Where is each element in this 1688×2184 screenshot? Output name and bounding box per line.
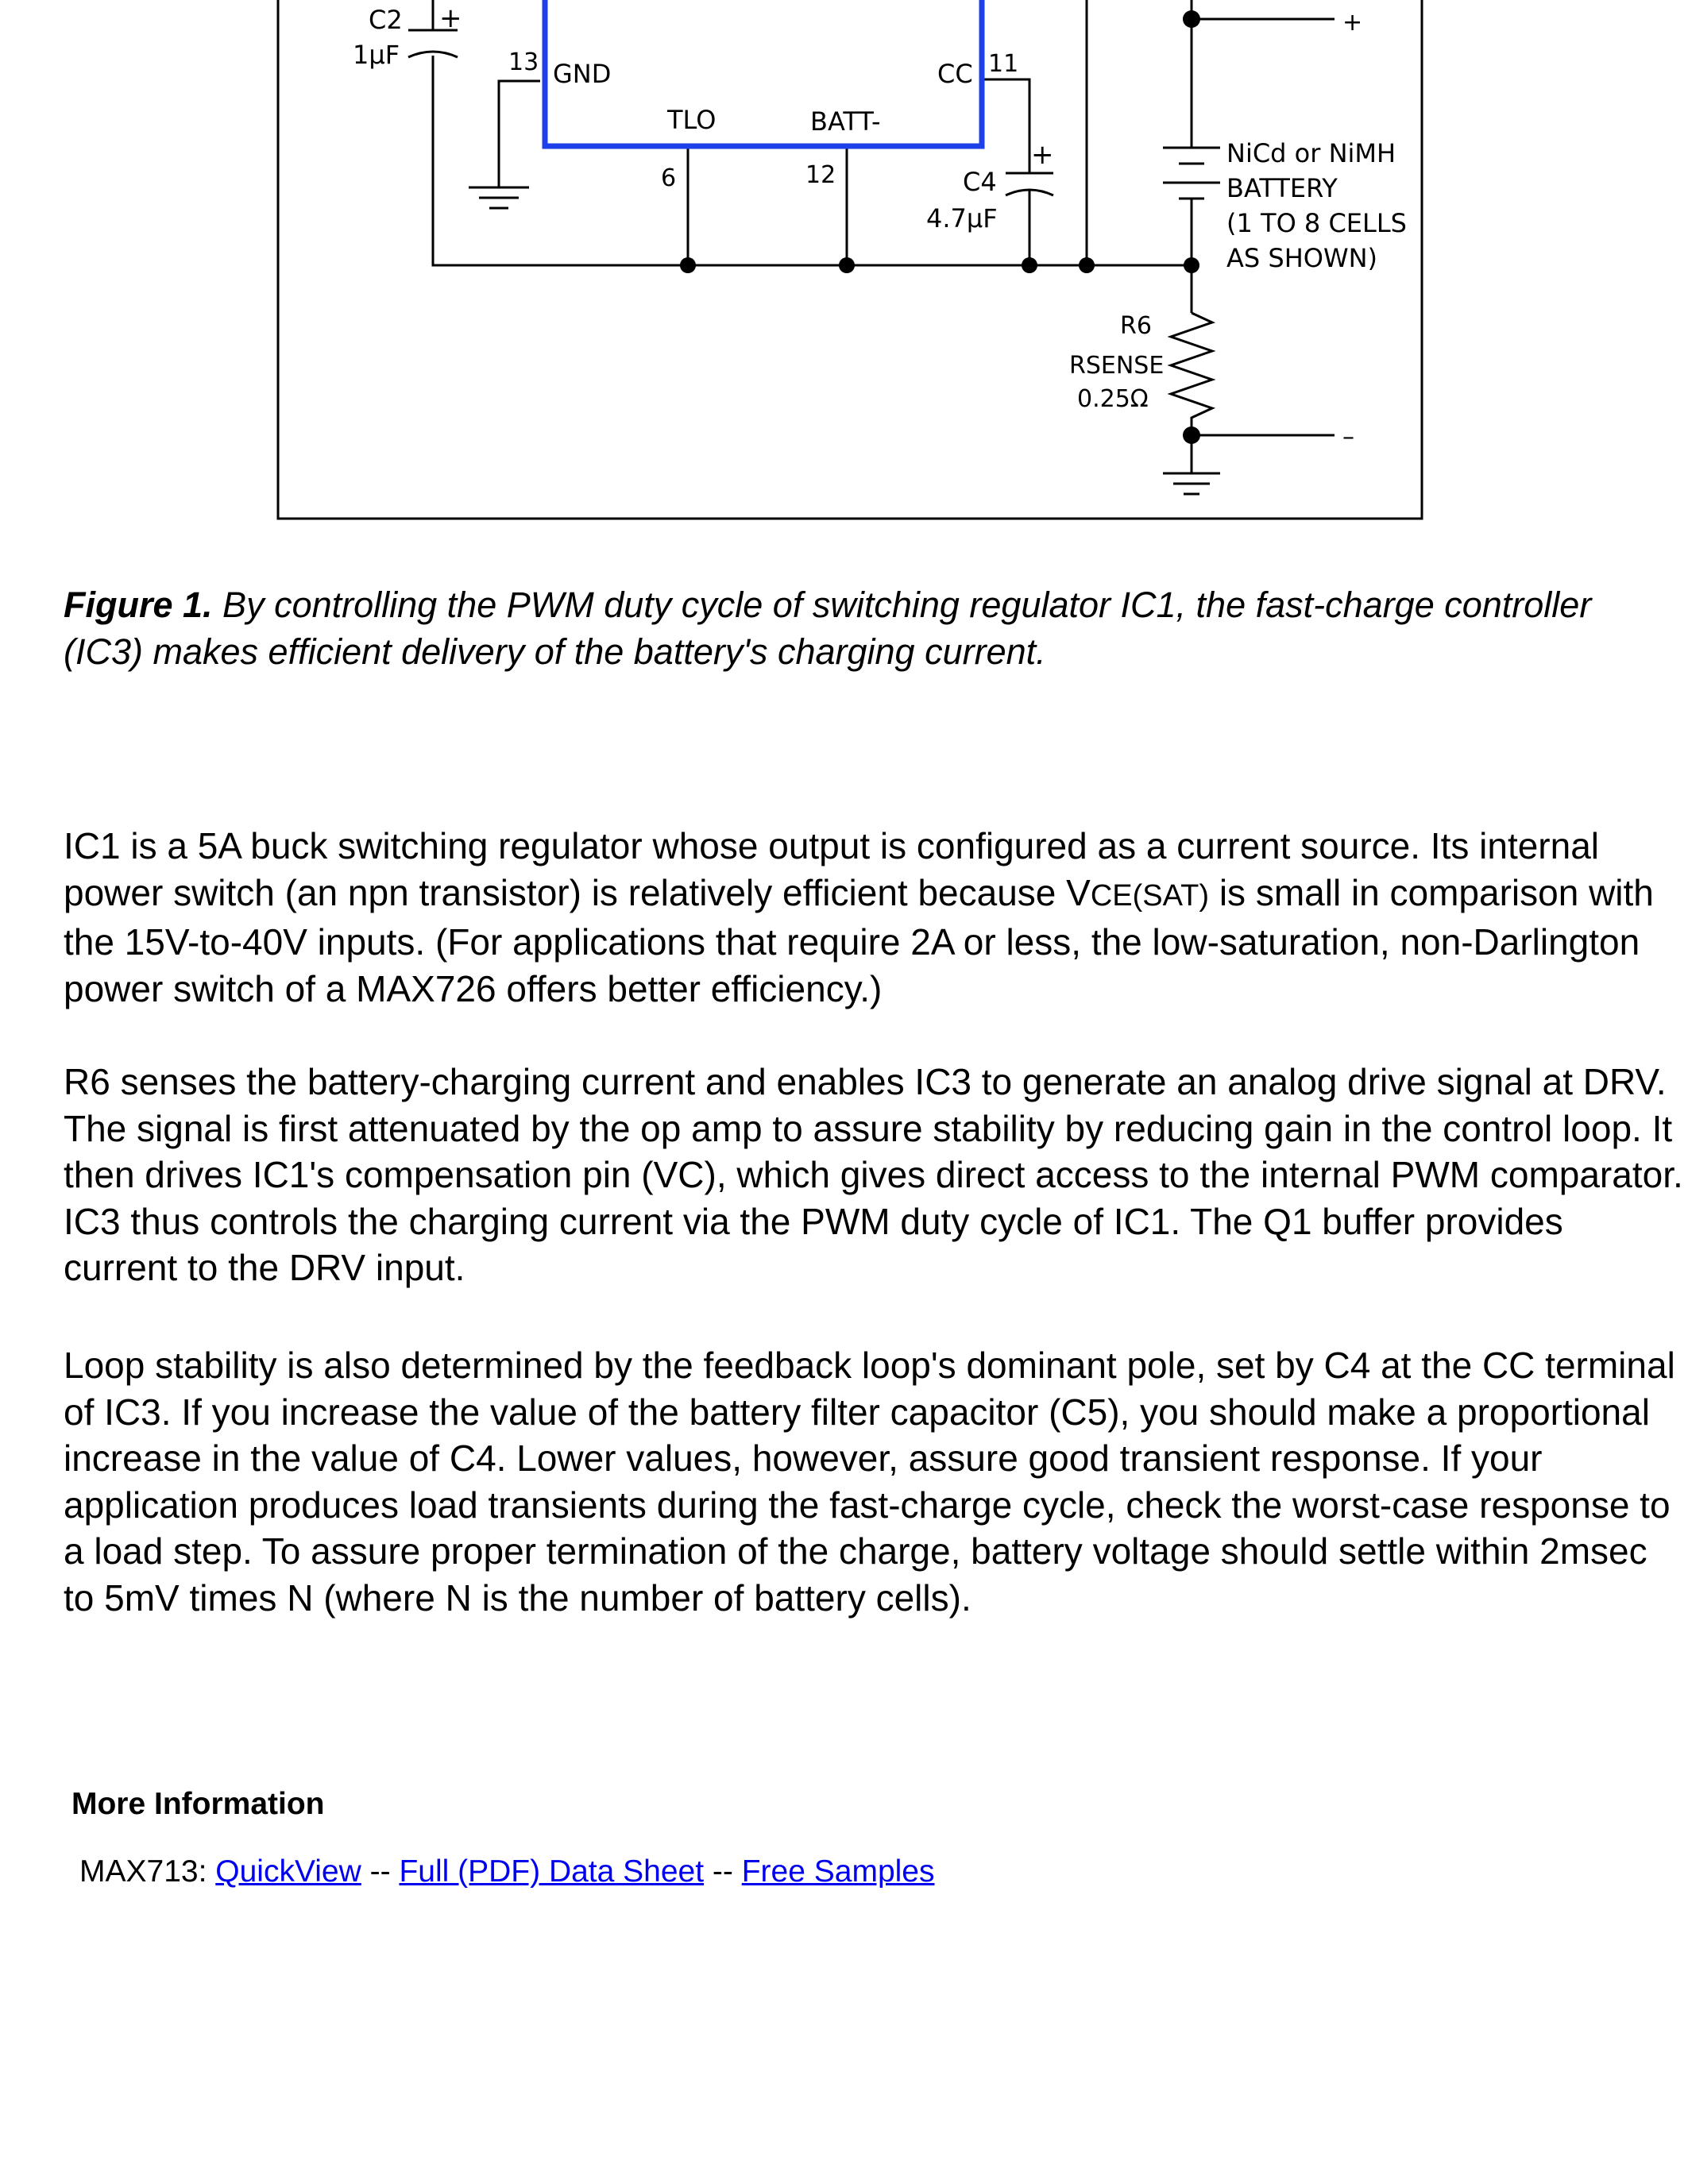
more-information-heading: More Information	[71, 1787, 325, 1821]
paragraph-r6: R6 senses the battery-charging current and enables IC3 to generate an analog drive signal at DRV. The signal is first attenuated by the op amp to assure stability by reducing gain in the control loop. It then drives IC1's compensation pin (VC), which gives direct access to the internal PWM comparator. IC3 thus controls the charging current via the PWM duty cycle of IC1. The Q1 buffer provides current to the DRV input.	[64, 1061, 1683, 1288]
rsense-label: RSENSE	[1069, 352, 1165, 380]
tlo-pin-label: TLO	[667, 105, 717, 135]
circuit-schematic	[0, 0, 1688, 556]
pin-11-label: 11	[988, 50, 1019, 78]
paragraph-ic1: IC1 is a 5A buck switching regulator whose output is configured as a current source. Its internal power switch (an npn transistor) is relatively efficient because VCE(SAT) is small in comparison with the 15V-to-40V inputs. (For applications that require 2A or less, the low-saturation, non-Darlington power switch of a MAX726 offers better efficiency.)	[64, 825, 1654, 1009]
figure-caption	[64, 581, 1652, 675]
paragraph-loop-stability: Loop stability is also determined by the feedback loop's dominant pole, set by C4 at the CC terminal of IC3. If you increase the value of the battery filter capacitor (C5), you should make a proportional increase in the value of C4. Lower values, however, assure good transient response. If your application produces load transients during the fast-charge cycle, check the worst-case response to a load step. To assure proper termination of the charge, battery voltage should settle within 2msec to 5mV times N (where N is the number of battery cells).	[64, 1345, 1675, 1619]
pin-13-label: 13	[508, 48, 539, 76]
pin-6-label: 6	[661, 164, 677, 192]
c4-plus: +	[1031, 139, 1054, 171]
c2-label: C2	[369, 5, 403, 35]
battery-label-2: BATTERY	[1226, 173, 1338, 203]
more-information-links: MAX713: QuickView -- Full (PDF) Data Sheet -- Free Samples	[79, 1854, 935, 1889]
pin-12-label: 12	[805, 161, 836, 189]
figure-label: Figure 1.	[64, 585, 213, 625]
c2-value: 1µF	[353, 40, 400, 70]
gnd-pin-label: GND	[553, 59, 612, 89]
figure-caption-text: By controlling the PWM duty cycle of switching regulator IC1, the fast-charge controller (IC3) makes efficient delivery of the battery's charging current.	[64, 585, 1592, 672]
minus-terminal: –	[1342, 423, 1354, 451]
plus-terminal: +	[1342, 9, 1363, 37]
c4-label: C4	[963, 167, 997, 197]
battery-label-1: NiCd or NiMH	[1226, 138, 1396, 168]
quickview-link[interactable]: QuickView	[215, 1854, 361, 1889]
rsense-value: 0.25Ω	[1077, 385, 1149, 413]
cc-pin-label: CC	[937, 59, 973, 89]
part-number: MAX713:	[79, 1854, 207, 1889]
vce-sat-subscript: CE(SAT)	[1090, 878, 1210, 913]
batt-pin-label: BATT-	[810, 106, 881, 137]
datasheet-link[interactable]: Full (PDF) Data Sheet	[399, 1854, 705, 1889]
c2-plus: +	[439, 2, 462, 34]
battery-label-3: (1 TO 8 CELLS	[1226, 208, 1407, 238]
c4-value: 4.7µF	[926, 203, 998, 233]
r6-label: R6	[1120, 312, 1152, 340]
free-samples-link[interactable]: Free Samples	[741, 1854, 935, 1889]
battery-label-4: AS SHOWN)	[1226, 243, 1377, 273]
